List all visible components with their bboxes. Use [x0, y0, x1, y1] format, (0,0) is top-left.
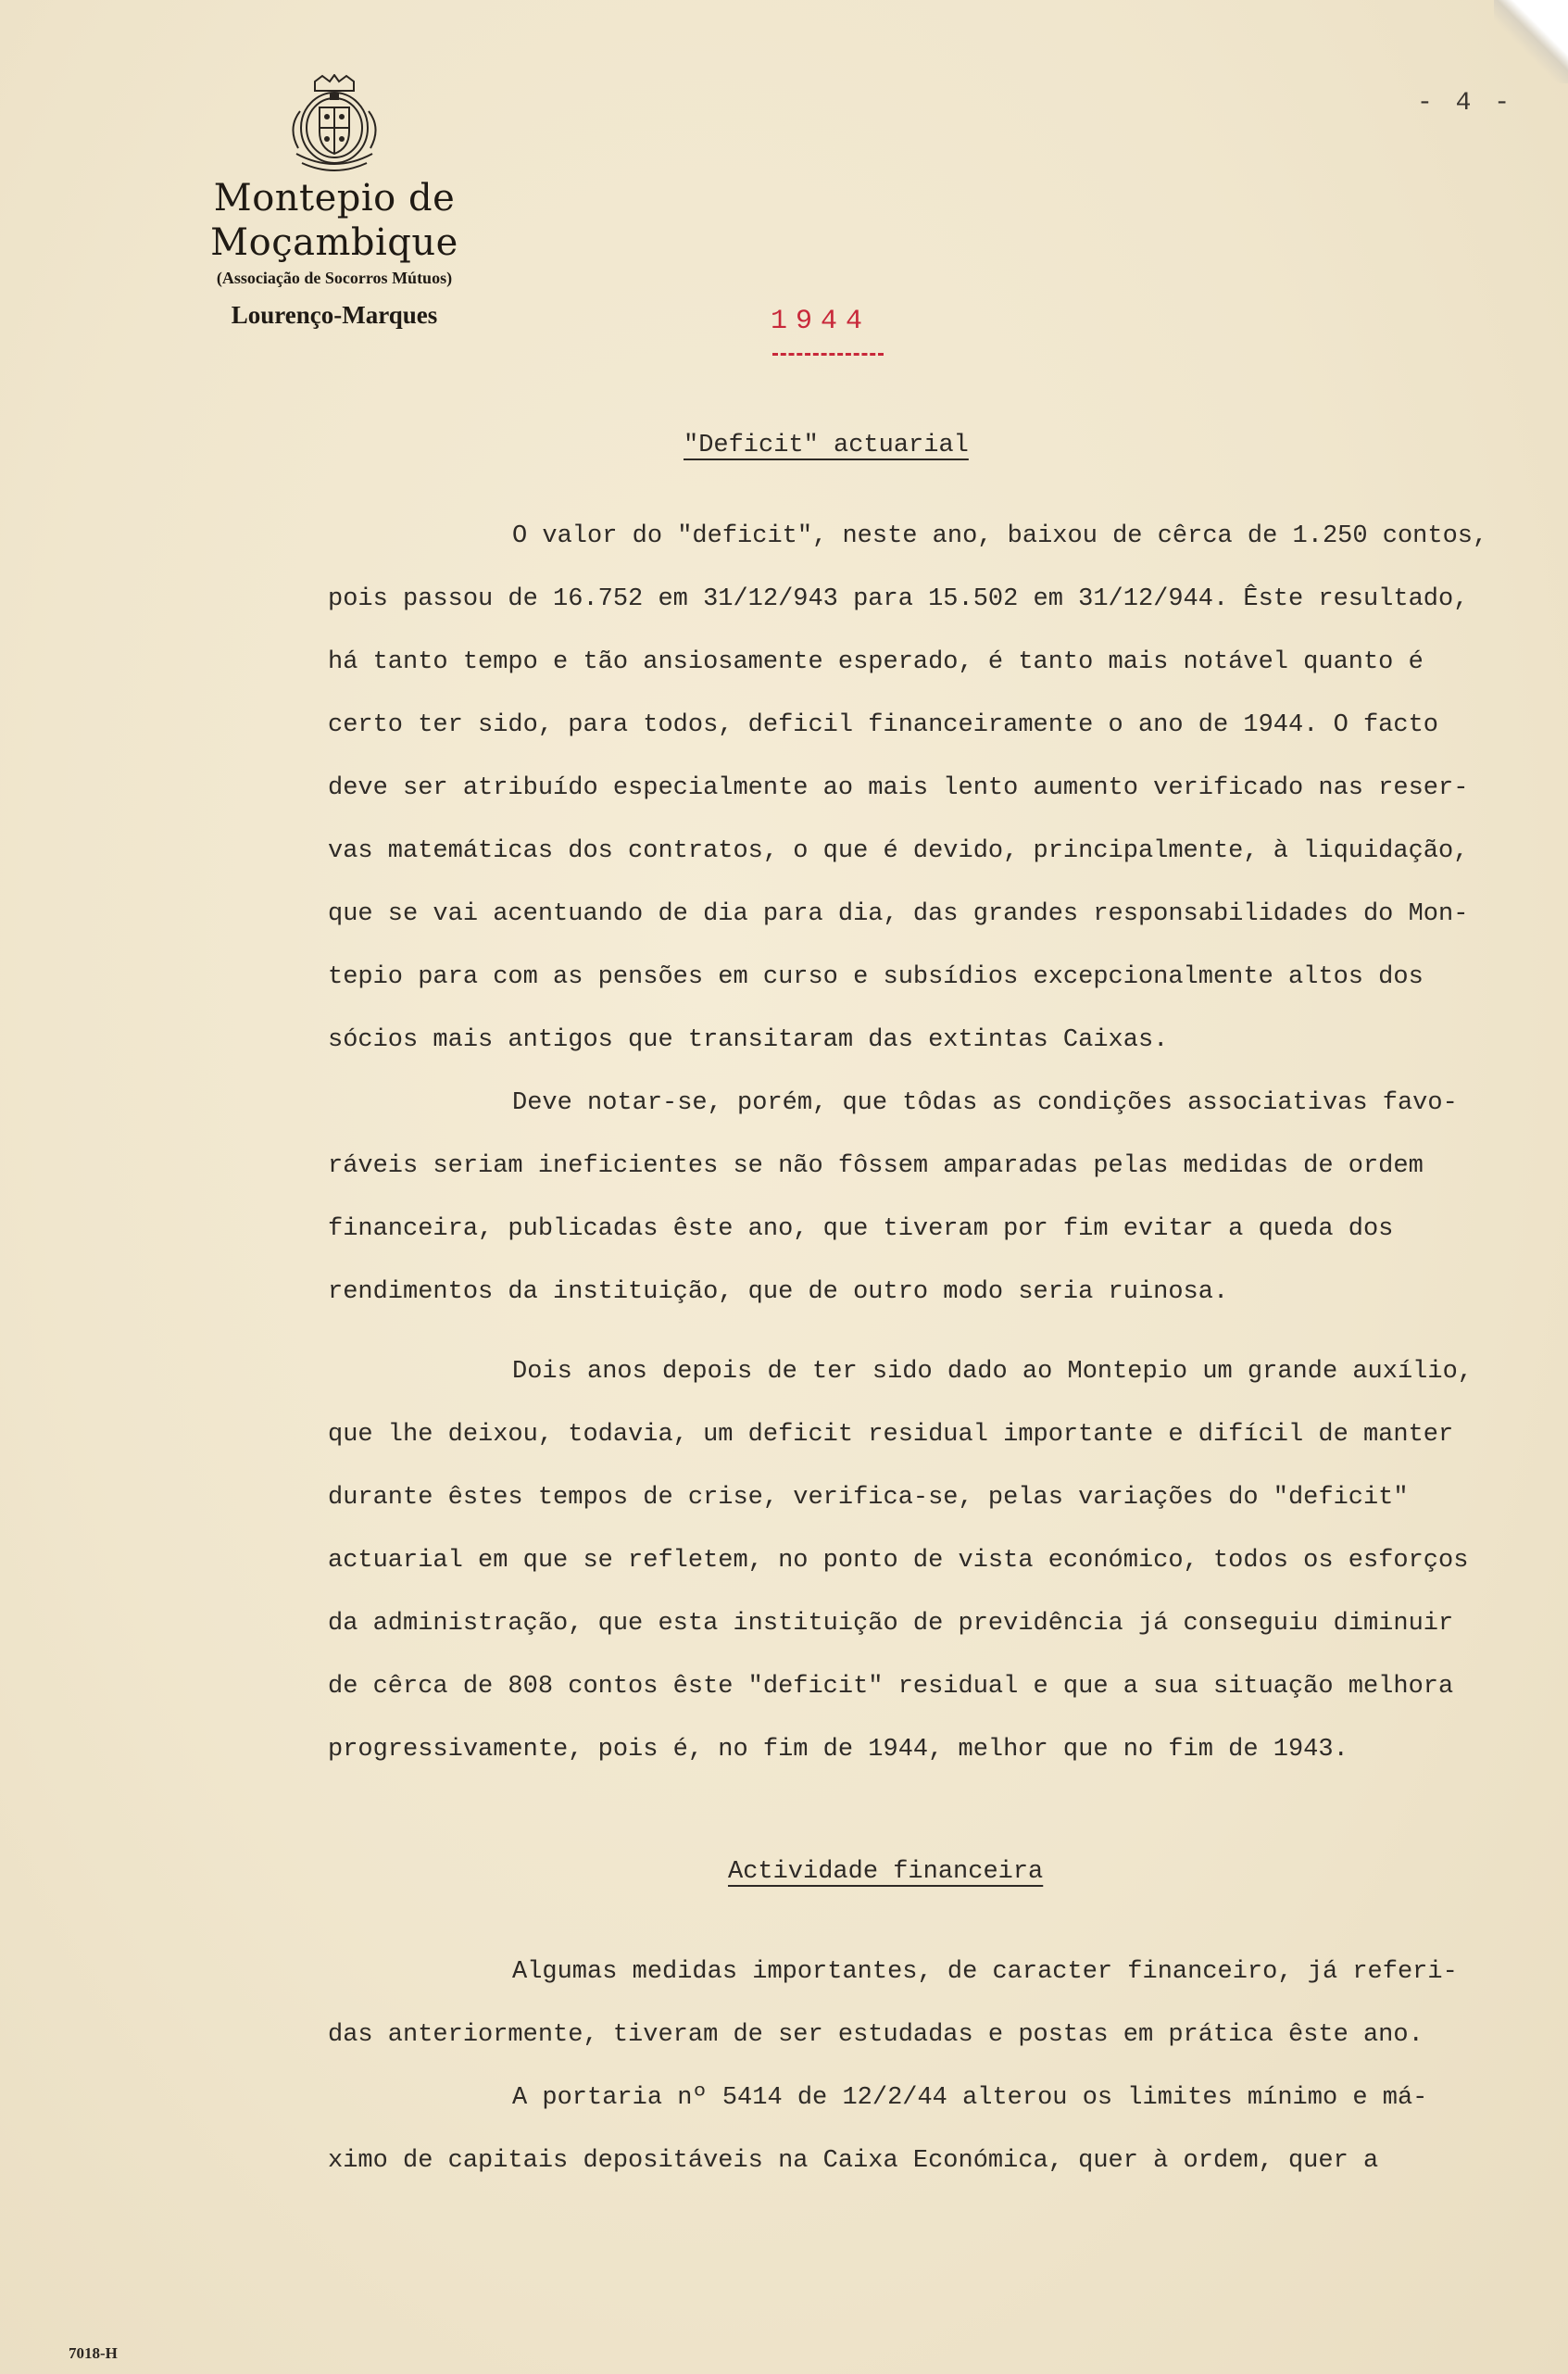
paragraph-line: ximo de capitais depositáveis na Caixa Económica, quer à ordem, quer a [328, 2147, 1379, 2175]
paragraph-line: actuarial em que se refletem, no ponto de vista económico, todos os esforços [328, 1547, 1469, 1575]
paragraph-line: rendimentos da instituição, que de outro modo seria ruinosa. [328, 1278, 1229, 1306]
paragraph-line: que se vai acentuando de dia para dia, das grandes responsabilidades do Mon- [328, 900, 1469, 928]
institution-name: Montepio de Moçambique [210, 177, 458, 264]
paragraph-line: da administração, que esta instituição de previdência já conseguiu diminuir [328, 1610, 1454, 1638]
paragraph-line: durante êstes tempos de crise, verifica-se, pelas variações do "deficit" [328, 1484, 1409, 1512]
paragraph-line: Deve notar-se, porém, que tôdas as condições associativas favo- [512, 1089, 1458, 1117]
paragraph-line: das anteriormente, tiveram de ser estudadas e postas em prática êste ano. [328, 2021, 1424, 2049]
page-number: - 4 - [1417, 89, 1514, 118]
paragraph-line: Dois anos depois de ter sido dado ao Montepio um grande auxílio, [512, 1358, 1473, 1386]
year-heading: 1944 [771, 306, 872, 337]
city-name: Lourenço-Marques [231, 301, 438, 329]
paragraph-line: certo ter sido, para todos, deficil financeiramente o ano de 1944. O facto [328, 711, 1438, 739]
paragraph-line: progressivamente, pois é, no fim de 1944, melhor que no fim de 1943. [328, 1736, 1348, 1764]
paragraph-line: Algumas medidas importantes, de caracter financeiro, já referi- [512, 1958, 1458, 1986]
section-heading-actividade: Actividade financeira [728, 1858, 1044, 1886]
paragraph-line: sócios mais antigos que transitaram das extintas Caixas. [328, 1026, 1169, 1054]
corner-fold [1494, 0, 1568, 83]
paragraph-line: vas matemáticas dos contratos, o que é devido, principalmente, à liquidação, [328, 837, 1469, 865]
form-code: 7018-H [69, 2344, 118, 2362]
coat-of-arms-emblem [278, 74, 391, 176]
paragraph-line: ráveis seriam ineficientes se não fôssem amparadas pelas medidas de ordem [328, 1152, 1424, 1180]
section-heading-deficit: "Deficit" actuarial [684, 432, 969, 459]
year-underline [772, 353, 884, 356]
paragraph-line: A portaria nº 5414 de 12/2/44 alterou os limites mínimo e má- [512, 2084, 1428, 2112]
paragraph-line: deve ser atribuído especialmente ao mais lento aumento verificado nas reser- [328, 774, 1469, 802]
paragraph-line: de cêrca de 808 contos êste "deficit" residual e que a sua situação melhora [328, 1673, 1454, 1701]
paragraph-line: que lhe deixou, todavia, um deficit residual importante e difícil de manter [328, 1421, 1454, 1449]
letterhead [89, 176, 580, 330]
paragraph-line: financeira, publicadas êste ano, que tiveram por fim evitar a queda dos [328, 1215, 1394, 1243]
paragraph-line: O valor do "deficit", neste ano, baixou de cêrca de 1.250 contos, [512, 522, 1488, 550]
association-subtitle: (Associação de Socorros Mútuos) [216, 269, 453, 287]
paragraph-line: pois passou de 16.752 em 31/12/943 para 15.502 em 31/12/944. Êste resultado, [328, 585, 1469, 613]
paragraph-line: há tanto tempo e tão ansiosamente esperado, é tanto mais notável quanto é [328, 648, 1424, 676]
paragraph-line: tepio para com as pensões em curso e subsídios excepcionalmente altos dos [328, 963, 1424, 991]
